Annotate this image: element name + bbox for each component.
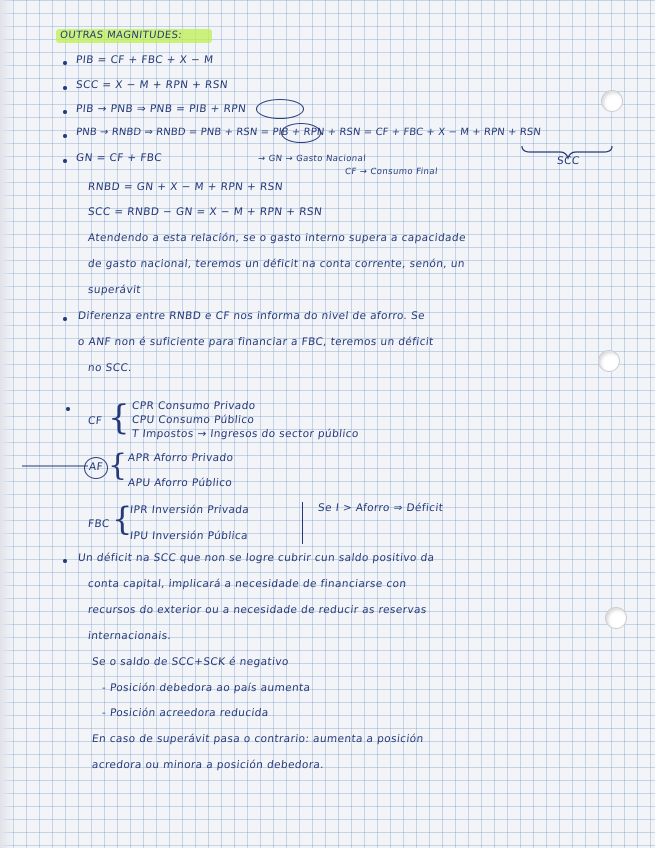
cpr-line: CPR Consumo Privado <box>131 400 257 412</box>
cf-note: CF → Consumo Final <box>344 167 439 177</box>
apr-line: APR Aforro Privado <box>127 452 235 464</box>
fbc-brace: { <box>112 500 133 538</box>
formula-scc: SCC = X − M + RPN + RSN <box>75 79 229 91</box>
formula-scc-rnbd: SCC = RNBD − GN = X − M + RPN + RSN <box>87 206 323 218</box>
scc-label: SCC <box>556 155 581 167</box>
cpu-line: CPU Consumo Público <box>131 414 255 426</box>
fbc-deficit-note: Se I > Aforro ⇒ Déficit <box>317 502 444 514</box>
formula-rnbd-gn: RNBD = GN + X − M + RPN + RSN <box>87 181 284 193</box>
t-line: T Impostos → Ingresos do sector público <box>131 428 360 440</box>
formula-pnb: PIB → PNB ⇒ PNB = PIB + RPN <box>75 103 247 115</box>
debtor-position-line: - Posición debedora ao país aumenta <box>101 682 312 694</box>
apu-line: APU Aforro Público <box>127 477 233 489</box>
cf-group-label: CF <box>87 415 103 427</box>
af-group-label: AF <box>88 461 104 473</box>
paragraph-2-line-3: no SCC. <box>87 362 133 374</box>
paragraph-3-line-2: conta capital, implicará a necesidade de financiarse con <box>87 578 408 590</box>
paragraph-3-line-3: recursos do exterior ou a necesidade de reducir as reservas <box>87 604 428 616</box>
af-brace: { <box>108 448 128 483</box>
fbc-group-label: FBC <box>87 518 111 530</box>
formula-gn: GN = CF + FBC <box>75 152 163 164</box>
gn-note: → GN → Gasto Nacional <box>257 154 367 164</box>
paragraph-4-line-2: acredora ou minora a posición debedora. <box>91 759 325 771</box>
paragraph-4-line-1: En caso de superávit pasa o contrario: aumenta a posición <box>91 733 425 745</box>
formula-rnbd: PNB → RNBD ⇒ RNBD = PNB + RSN = PIB + RPN + RSN = CF + FBC + X − M + RPN + RSN <box>75 127 542 138</box>
paragraph-2-line-2: o ANF non é suficiente para financiar a FBC, teremos un déficit <box>77 336 435 348</box>
ipr-line: IPR Inversión Privada <box>129 504 250 516</box>
paragraph-2-line-1: Diferenza entre RNBD e CF nos informa do nivel de aforro. Se <box>77 310 426 322</box>
paragraph-1-line-2: de gasto nacional, teremos un déficit na conta corrente, senón, un <box>87 258 466 270</box>
cf-brace: { <box>108 398 130 438</box>
page-heading: OUTRAS MAGNITUDES: <box>59 30 183 41</box>
formula-pib: PIB = CF + FBC + X − M <box>75 54 214 66</box>
fbc-divider <box>302 502 303 544</box>
paragraph-3-line-1: Un déficit na SCC que non se logre cubrir cun saldo positivo da <box>77 552 436 564</box>
paragraph-3-line-4: internacionais. <box>87 630 172 642</box>
paragraph-1-line-1: Atendendo a esta relación, se o gasto interno supera a capacidade <box>87 232 467 244</box>
ipu-line: IPU Inversión Pública <box>129 530 249 542</box>
paragraph-1-line-3: superávit <box>87 284 142 296</box>
scc-sck-negative: Se o saldo de SCC+SCK é negativo <box>91 656 290 668</box>
creditor-position-line: - Posición acreedora reducida <box>101 707 270 719</box>
